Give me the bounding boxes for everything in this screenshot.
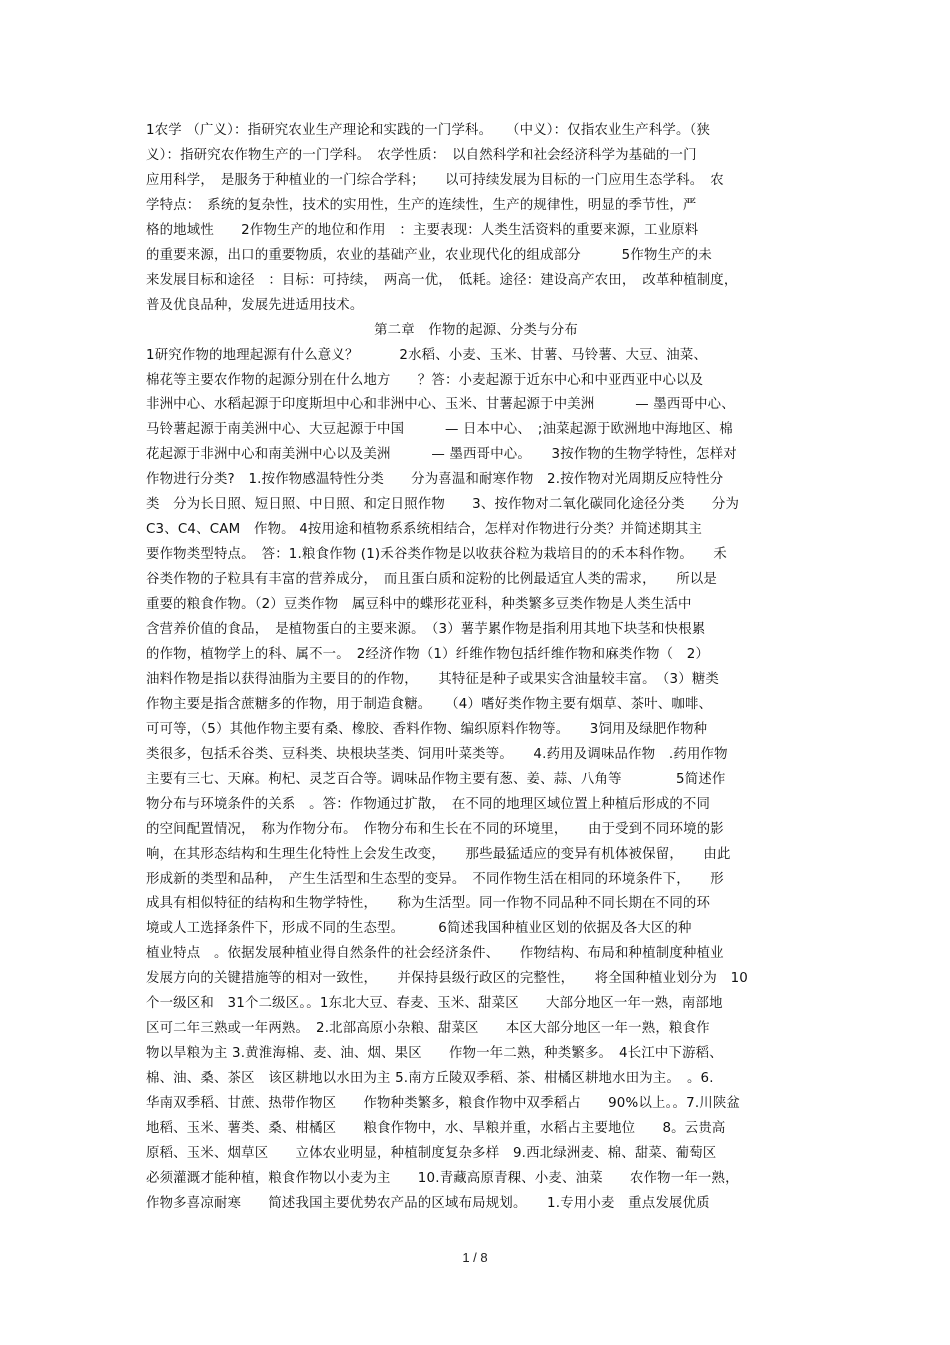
text-line: 发展方向的关键措施等的相对一致性， 并保持县级行政区的完整性， 将全国种植业划分为 10 xyxy=(146,971,749,987)
text-line: 形成新的类型和品种， 产生生活型和生态型的变异。 不同作物生活在相同的环境条件下， 形 xyxy=(146,871,724,887)
text-line: 境或人工选择条件下，形成不同的生态型。 6简述我国种植业区划的依据及各大区的种 xyxy=(146,921,692,937)
text-line: 地稻、玉米、薯类、桑、柑橘区 粮食作物中，水、旱粮并重，水稻占主要地位 8。云贵高 xyxy=(146,1121,726,1136)
text-line: 学特点： 系统的复杂性，技术的实用性，生产的连续性，生产的规律性，明显的季节性，严 xyxy=(146,197,697,213)
text-line: 1农学 （广义）：指研究农业生产理论和实践的一门学科。 （中义）：仅指农业生产科学。（狭 xyxy=(146,123,711,138)
text-line: C3、C4、CAM 作物。 4按用途和植物系系统相结合，怎样对作物进行分类？并简述期其主 xyxy=(146,522,703,538)
text-line: 物分布与环境条件的关系 。答：作物通过扩散， 在不同的地理区域位置上种植后形成的不同 xyxy=(146,796,711,812)
chapter-heading: 第二章 作物的起源、分类与分布 xyxy=(374,322,578,338)
text-line: 区可二年三熟或一年两熟。 2.北部高原小杂粮、甜菜区 本区大部分地区一年一熟，粮食作 xyxy=(146,1021,710,1037)
text-line: 物以旱粮为主 3.黄淮海棉、麦、油、烟、果区 作物一年二熟，种类繁多。 4长江中下游稻、 xyxy=(146,1046,723,1062)
text-line: 类很多，包括禾谷类、豆科类、块根块茎类、饲用叶菜类等。 4.药用及调味品作物 .药用作物 xyxy=(146,746,728,762)
text-line: 花起源于非洲中心和南美洲中心以及美洲 — 墨西哥中心。 3按作物的生物学特性，怎样对 xyxy=(146,447,737,463)
text-line: 类 分为长日照、短日照、中日照、和定日照作物 3、按作物对二氧化碳同化途径分类 分为 xyxy=(146,497,740,513)
text-line: 原稻、玉米、烟草区 立体农业明显，种植制度复杂多样 9.西北绿洲麦、棉、甜菜、葡萄区 xyxy=(146,1145,717,1161)
text-line: 作物进行分类? 1.按作物感温特性分类 分为喜温和耐寒作物 2.按作物对光周期反应特性分 xyxy=(146,472,724,488)
text-line: 作物主要是指含蔗糖多的作物，用于制造食糖。 （4）嗜好类作物主要有烟草、茶叶、咖啡、 xyxy=(146,696,713,712)
text-line: 棉花等主要农作物的起源分别在什么地方 ？答：小麦起源于近东中心和中亚西亚中心以及 xyxy=(146,372,704,388)
text-line: 非洲中心、水稻起源于印度斯坦中心和非洲中心、玉米、甘薯起源于中美洲 — 墨西哥中心、 xyxy=(146,397,735,413)
text-line: 植业特点 。依据发展种植业得自然条件的社会经济条件、 作物结构、布局和种植制度种植业 xyxy=(146,946,724,962)
text-line: 的空间配置情况， 称为作物分布。 作物分布和生长在不同的环境里， 由于受到不同环境的影 xyxy=(146,821,724,837)
text-line: 必须灌溉才能种植，粮食作物以小麦为主 10.青藏高原青稞、小麦、油菜 农作物一年一熟， xyxy=(146,1170,739,1186)
text-line: 谷类作物的子粒具有丰富的营养成分， 而且蛋白质和淀粉的比例最适宜人类的需求， 所以是 xyxy=(146,572,717,588)
text-line: 重要的粮食作物。（2）豆类作物 属豆科中的蝶形花亚科，种类繁多豆类作物是人类生活中 xyxy=(146,597,692,613)
page-number: 1 / 8 xyxy=(462,1250,488,1265)
text-line: 的重要来源，出口的重要物质，农业的基础产业，农业现代化的组成部分 5作物生产的未 xyxy=(146,247,712,263)
text-line: 主要有三七、天麻。枸杞、灵芝百合等。调味品作物主要有葱、姜、蒜、八角等 5简述作 xyxy=(146,771,726,787)
text-line: 棉、油、桑、茶区 该区耕地以水田为主 5.南方丘陵双季稻、茶、柑橘区耕地水田为主。 。6. xyxy=(146,1071,714,1087)
text-line: 义）：指研究农作物生产的一门学科。 农学性质： 以自然科学和社会经济科学为基础的一门 xyxy=(146,147,697,163)
text-line: 可可等，（5）其他作物主要有桑、橡胶、香料作物、编织原料作物等。 3饲用及绿肥作物种 xyxy=(146,721,708,737)
text-line: 要作物类型特点。 答：1.粮食作物 (1)禾谷类作物是以收获谷粒为栽培目的的禾本科作物。 禾 xyxy=(146,547,728,563)
text-line: 来发展目标和途径 ：目标：可持续， 两高一优， 低耗。途径：建设高产农田， 改革种植制度， xyxy=(146,272,738,288)
text-line: 成具有相似特征的结构和生物学特性， 称为生活型。同一作物不同品种不同长期在不同的环 xyxy=(146,896,711,912)
text-line: 1研究作物的地理起源有什么意义？ 2水稻、小麦、玉米、甘薯、马铃薯、大豆、油菜、 xyxy=(146,347,708,363)
text-line: 普及优良品种，发展先进适用技术。 xyxy=(146,297,364,313)
text-line: 油料作物是指以获得油脂为主要目的的作物， 其特征是种子或果实含油量较丰富。 （3）糖类 xyxy=(146,671,720,687)
text-line: 作物多喜凉耐寒 简述我国主要优势农产品的区域布局规划。 1.专用小麦 重点发展优质 xyxy=(146,1195,710,1211)
text-line: 华南双季稻、甘蔗、热带作物区 作物种类繁多，粮食作物中双季稻占 90%以上。。7.川陕盆 xyxy=(146,1096,741,1112)
text-line: 格的地域性 2作物生产的地位和作用 ：主要表现：人类生活资料的重要来源，工业原料 xyxy=(146,222,699,238)
text-line: 马铃薯起源于南美洲中心、大豆起源于中国 — 日本中心、 ;油菜起源于欧洲地中海地区、棉 xyxy=(146,422,733,438)
text-line: 含营养价值的食品， 是植物蛋白的主要来源。 （3）薯芋累作物是指利用其地下块茎和快根累 xyxy=(146,622,706,637)
text-line: 的作物，植物学上的科、属不一。 2经济作物（1）纤维作物包括纤维作物和麻类作物（ 2） xyxy=(146,646,710,662)
text-line: 应用科学， 是服务于种植业的一门综合学科； 以可持续发展为目标的一门应用生态学科。 农 xyxy=(146,172,724,188)
text-line: 响，在其形态结构和生理生化特性上会发生改变， 那些最猛适应的变异有机体被保留， 由此 xyxy=(146,846,731,862)
text-line: 个一级区和 31个二级区。。1东北大豆、春麦、玉米、甜菜区 大部分地区一年一熟，南部地 xyxy=(146,996,723,1012)
